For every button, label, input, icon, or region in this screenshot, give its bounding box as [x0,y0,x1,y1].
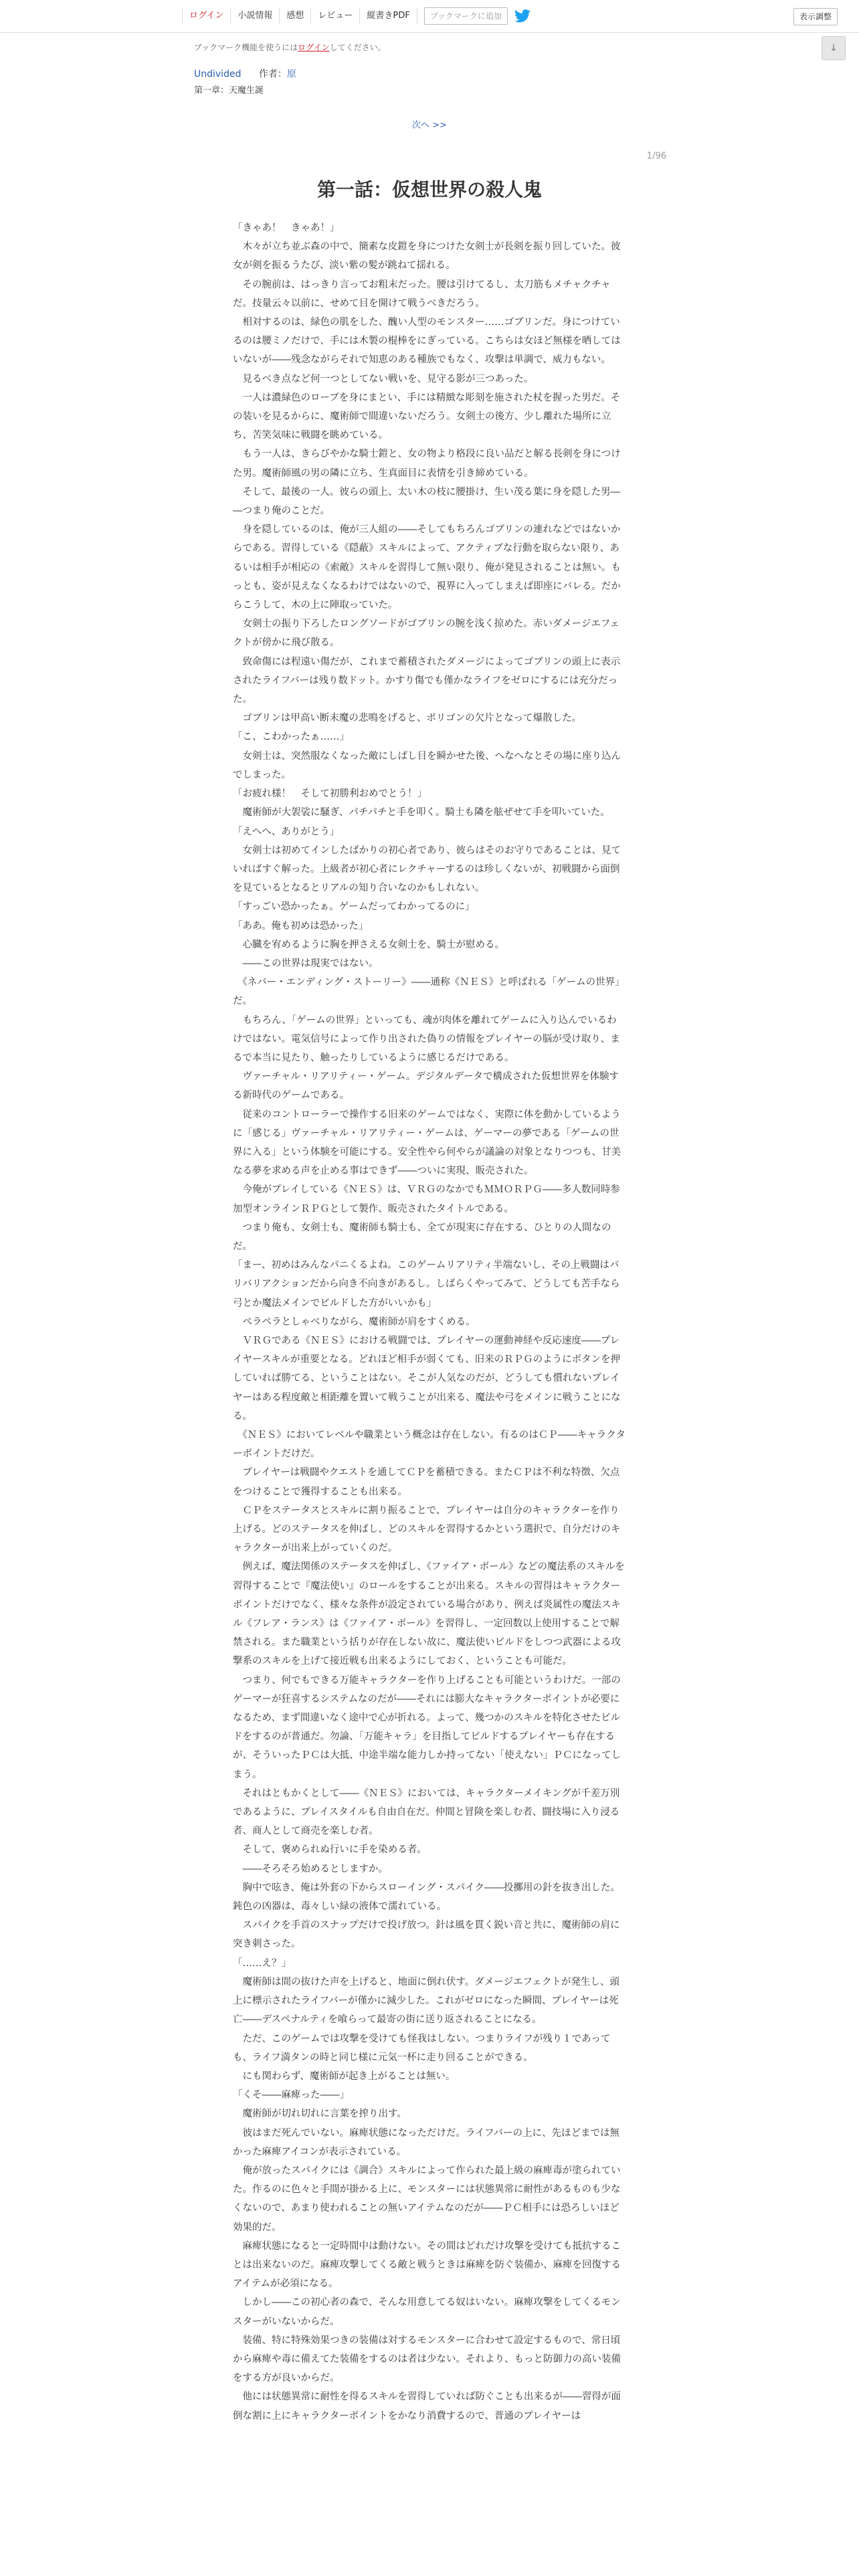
body-paragraph: 「ああ。俺も初めは恐かった」 [233,920,369,932]
body-paragraph: ――そろそろ始めるとしますか。 [233,1863,388,1874]
body-paragraph: 致命傷には程遠い傷だが、これまで蓄積されたダメージによってゴブリンの頭上に表示されたライフバーは残り数ドット。かすり傷でも僅かなライフをゼロにするには充分だった。 [233,656,621,706]
nav-review-link[interactable]: レビュー [311,7,360,25]
page-counter: 1/96 [646,151,666,161]
author-link[interactable]: 原 [286,69,296,80]
body-paragraph: 木々が立ち並ぶ森の中で、簡素な皮鎧を身につけた女剣士が長剣を振り回していた。彼女が剣を振るうたび、淡い紫の髪が跳ねて揺れる。 [233,241,621,272]
twitter-bird-icon[interactable] [514,9,531,23]
body-paragraph: そして、褒められぬ行いに手を染める者。 [233,1844,427,1856]
body-paragraph: 一人は濃緑色のローブを身にまとい、手には精緻な彫刻を施された杖を握った男だ。その装いを見るからに、魔術師で間違いないだろう。女剣士の後方、少し離れた場所に立ち、苦笑気味に戦闘を眺めている。 [233,392,621,441]
body-paragraph: ヴァーチャル・リアリティー・ゲーム。デジタルデータで構成された仮想世界を体験する新時代のゲームである。 [233,1071,619,1101]
novel-body [233,219,626,2426]
body-paragraph: 相対するのは、緑色の肌をした、醜い人型のモンスター……ゴブリンだ。身につけているのは腰ミノだけで、手には木製の棍棒をにぎっている。こちらは女ほど無様を晒してはいないが――残念ながらそれで知恵のある種族でもなく、攻撃は単調で、威力もない。 [233,317,621,366]
body-paragraph: 「……え？」 [233,1957,291,1969]
nav-impressions-link[interactable]: 感想 [280,7,311,25]
episode-title: 第一話：仮想世界の殺人鬼 [316,179,542,201]
body-paragraph: 「きゃあ！ きゃあ！」 [233,223,340,233]
display-settings-button[interactable]: 表示調整 [793,8,838,25]
author-label: 作者： [258,69,287,80]
body-paragraph: ――この世界は現実ではない。 [233,958,379,969]
body-paragraph: 今俺がプレイしている《ＮＥＳ》は、ＶＲＧのなかでもＭＭＯＲＰＧ――多人数同時参加型オンラインＲＰＧとして製作、販売されたタイトルである。 [233,1184,620,1214]
body-paragraph: そして、最後の一人。彼らの頭上、太い木の枝に腰掛け、生い茂る葉に身を隠した男――つまり俺のことだ。 [233,486,621,517]
body-paragraph: 《ＮＥＳ》においてレベルや職業という概念は存在しない。有るのはＣＰ――キャラクターポイントだけだ。 [233,1430,626,1460]
body-paragraph: 「まー、初めはみんなパニくるよね。このゲームリアリティ半端ないし、その上戦闘はバリバリアクションだから向き不向きがあるし。しばらくやってみて、どうしても苦手なら弓とか魔法メインでビルドした方がいいかも」 [233,1260,620,1309]
body-paragraph: 心臓を宥めるように胸を押さえる女剣士を、騎士が慰める。 [233,939,504,950]
nav-menu [182,7,531,25]
body-paragraph: にも関わらず、魔術師が起き上がることは無い。 [233,2070,456,2082]
body-paragraph: 他には状態異常に耐性を得るスキルを習得していれば防ぐことも出来るが――習得が面倒な割に上にキャラクターポイントをかなり消費するので、普通のプレイヤーは [233,2391,621,2422]
body-paragraph: 見るべき点など何一つとしてない戦いを、見守る影が三つあった。 [233,373,534,385]
body-paragraph: ゴブリンは甲高い断末魔の悲鳴をげると、ポリゴンの欠片となって爆散した。 [233,713,582,724]
body-paragraph: 胸中で呟き、俺は外套の下からスローイング・スパイク――投擲用の針を抜き出した。鈍色の凶器は、毒々しい緑の液体で濡れている。 [233,1882,620,1913]
body-paragraph: ただ、このゲームでは攻撃を受けても怪我はしない。つまりライフが残り１であっても、ライフ満タンの時と同じ様に元気一杯に走り回ることができる。 [233,2033,611,2063]
series-title-link[interactable]: Undivided [194,69,242,80]
body-paragraph: 女剣士は、突然服なくなった敵にしばし目を瞬かせた後、へなへなとその場に座り込んでしまった。 [233,750,621,780]
body-paragraph: 俺が放ったスパイクには《調合》スキルによって作られた最上級の麻痺毒が塗られていた。作るのに色々と手間が掛かる上に、モンスターには状態異常に耐性があるものも少なくないので、あまり使われることの無いアイテムなのだが――ＰＣ相手には恐ろしいほど効果的だ。 [233,2165,621,2233]
body-paragraph: つまり俺も、女剣士も、魔術師も騎士も、全てが現実に存在する、ひとりの人間なのだ。 [233,1222,611,1252]
chapter-title: 第一章：天魔生誕 [194,86,264,96]
top-navigation-bar [0,0,859,33]
notice-text-before: ブックマーク機能を使うには [194,43,298,52]
nav-login-link[interactable]: ログイン [182,7,231,25]
body-paragraph: もちろん、「ゲームの世界」といっても、魂が肉体を離れてゲームに入り込んでいるわけではない。電気信号によって作り出された偽りの情報をプレイヤーの脳が受け取り、まるで本当に見たり、触ったりしているように感じるだけである。 [233,1014,620,1063]
add-bookmark-button[interactable]: ブックマークに追加 [424,7,508,25]
body-paragraph: 「えへへ、ありがとう」 [233,826,340,837]
body-paragraph: 麻痺状態になると一定時間中は動けない。その間はどれだけ攻撃を受けても抵抗することは出来ないのだ。麻痺攻撃してくる敵と戦うときは麻痺を防ぐ装備か、麻痺を回復するアイテムが必須になる。 [233,2240,621,2290]
body-paragraph: ＶＲＧである《ＮＥＳ》における戦闘では、プレイヤーの運動神経や反応速度――プレイヤースキルが重要となる。どれほど相手が弱くても、旧来のＲＰＧのようにボタンを押していれば勝てる、ということはない。そこが人気なのだが、どうしても慣れないプレイヤーはある程度敵と相距離を置いて戦うことが出来る、魔法や弓をメインに戦うことになる。 [233,1335,621,1422]
body-paragraph: 魔術師が切れ切れに言葉を搾り出す。 [233,2109,407,2120]
next-page-link[interactable]: 次へ >> [412,120,447,130]
body-paragraph: 「こ、こわかったぁ……」 [233,732,349,743]
body-paragraph: 「くそ――麻痺った――」 [233,2090,349,2101]
body-paragraph: 魔術師は間の抜けた声を上げると、地面に倒れ伏す。ダメージエフェクトが発生し、頭上に標示されたライフバーが僅かに減少した。これがゼロになった瞬間、プレイヤーは死亡――デスペナルティを喰らって最寄の街に送り返されることになる。 [233,1976,619,2026]
body-paragraph: 女剣士の振り下ろしたロングソードがゴブリンの腕を浅く掠めた。赤いダメージエフェクトが傍かに飛び散る。 [233,619,620,649]
login-notice [194,41,386,53]
body-paragraph: 彼はまだ死んでいない。麻痺状態になっただけだ。ライフバーの上に、先ほどまでは無かった麻痺アイコンが表示されている。 [233,2127,619,2157]
nav-novel-info-link[interactable]: 小説情報 [231,7,280,25]
body-paragraph: 魔術師が大袈裟に騒ぎ、パチパチと手を叩く。騎士も隣を舷ぜせて手を叩いていた。 [233,807,610,819]
body-paragraph: 「お疲れ様！ そして初勝利おめでとう！」 [233,788,427,800]
body-paragraph: プレイヤーは戦闘やクエストを通してＣＰを蓄積できる。またＣＰは不利な特徴、欠点をつけることで獲得することも出来る。 [233,1467,620,1497]
body-paragraph: スパイクを手首のスナップだけで投げ放つ。針は風を貫く鋭い音と共に、魔術師の肩に突き刺さった。 [233,1920,620,1950]
body-paragraph: その腕前は、はっきり言ってお粗末だった。腰は引けてるし、太刀筋もメチャクチャだ。技量云々以前に、せめて目を開けて戦うべきだろう。 [233,279,611,309]
body-paragraph: しかし――この初心者の森で、そんな用意してる奴はいない。麻痺攻撃をしてくるモンスターがいないからだ。 [233,2297,621,2327]
body-paragraph: 「すっごい恐かったぁ。ゲームだってわかってるのに」 [233,901,475,913]
body-paragraph: それはともかくとして――《ＮＥＳ》においては、キャラクターメイキングが千差万別であるように、プレイスタイルも自由自在だ。仲間と冒険を楽しむ者、闘技場に入り浸る者、商人として商売を楽しむ者。 [233,1788,620,1837]
notice-text-after: してください。 [329,43,386,52]
body-paragraph: 従来のコントローラーで操作する旧来のゲームではなく、実際に体を動かしているように「感じる」ヴァーチャル・リアリティー・ゲームは、ゲーマーの夢である「ゲームの世界に入る」という体験を可能にする。安全性やら何やらが議論の対象となりつつも、甘美なる夢を求める声を止める事はできず――ついに実現、販売された。 [233,1109,621,1177]
body-paragraph: 女剣士は初めてインしたばかりの初心者であり、彼らはそのお守りであることは、見ていればすぐ解った。上級者が初心者にレクチャーするのは珍しくないが、初戦闘から面倒を見ているとなるとリアルの知り合いなのかもしれない。 [233,845,621,894]
body-paragraph: 身を隠しているのは、俺が三人組の――そしてもちろんゴブリンの連れなどではないからである。習得している《隠蔽》スキルによって、アクティブな行動を取らない限り、あるいは相手が相応の《索敵》スキルを習得して無い限り、俺が発見されることは無い。もっとも、姿が見えなくなるわけではないので、視界に入ってしまえば即座にバレる。だからこうして、木の上に陣取っていた。 [233,524,621,611]
body-paragraph: つまり、何でもできる万能キャラクターを作り上げることも可能というわけだ。一部のゲーマーが狂喜するシステムなのだが――それには膨大なキャラクターポイントが必要になるため、まず間違いなく途中で心が折れる。よって、幾つかのスキルを特化させたビルドをするのが普通だ。勿論、「万能キャラ」を目指してビルドするプレイヤーも存在するが、そういったＰＣは大抵、中途半端な能力しか持ってない「使えない」ＰＣになってしまう。 [233,1675,621,1780]
body-paragraph: もう一人は、きらびやかな騎士鎧と、女の物より格段に良い品だと解る長剣を身につけた男。魔術師風の男の隣に立ち、生真面目に表情を引き締めている。 [233,449,621,479]
body-paragraph: ＣＰをステータスとスキルに割り振ることで、プレイヤーは自分のキャラクターを作り上げる。どのステータスを伸ばし、どのスキルを習得するかという選択で、自分だけのキャラクターが出来上がっていくのだ。 [233,1505,621,1554]
body-paragraph: 例えば、魔法関係のステータスを伸ばし、《ファイア・ボール》などの魔法系のスキルを習得することで『魔法使い』のロールをすることが出来る。スキルの習得はキャラクターポイントだけでなく、様々な条件が設定されている場合があり、例えば炎属性の魔法スキル《フレア・ランス》は《ファイア・ボール》を習得し、一定回数以上使用することで解禁される。また職業という括りが存在しない故に、魔法使いビルドをしつつ武器による攻撃系のスキルを上げて接近戦も出来るようにしておく、ということも可能だ。 [233,1562,625,1667]
body-paragraph: 《ネバー・エンディング・ストーリー》――通称《ＮＥＳ》と呼ばれる「ゲームの世界」だ。 [233,977,625,1007]
chevron-down-icon[interactable]: ↓ [822,36,846,60]
series-info [194,67,296,80]
nav-vertical-pdf-link[interactable]: 縦書きPDF [360,7,417,25]
body-paragraph: 装備、特に特殊効果つきの装備は対するモンスターに合わせて設定するもので、常日頃から麻痺や毒に備えてた装備をするのは者は少ない。それより、もっと防御力の高い装備をする方が良いからだ。 [233,2335,621,2384]
body-paragraph: ぺラペラとしゃべりながら、魔術師が肩をすくめる。 [233,1316,476,1327]
notice-login-link[interactable]: ログイン [298,43,330,52]
